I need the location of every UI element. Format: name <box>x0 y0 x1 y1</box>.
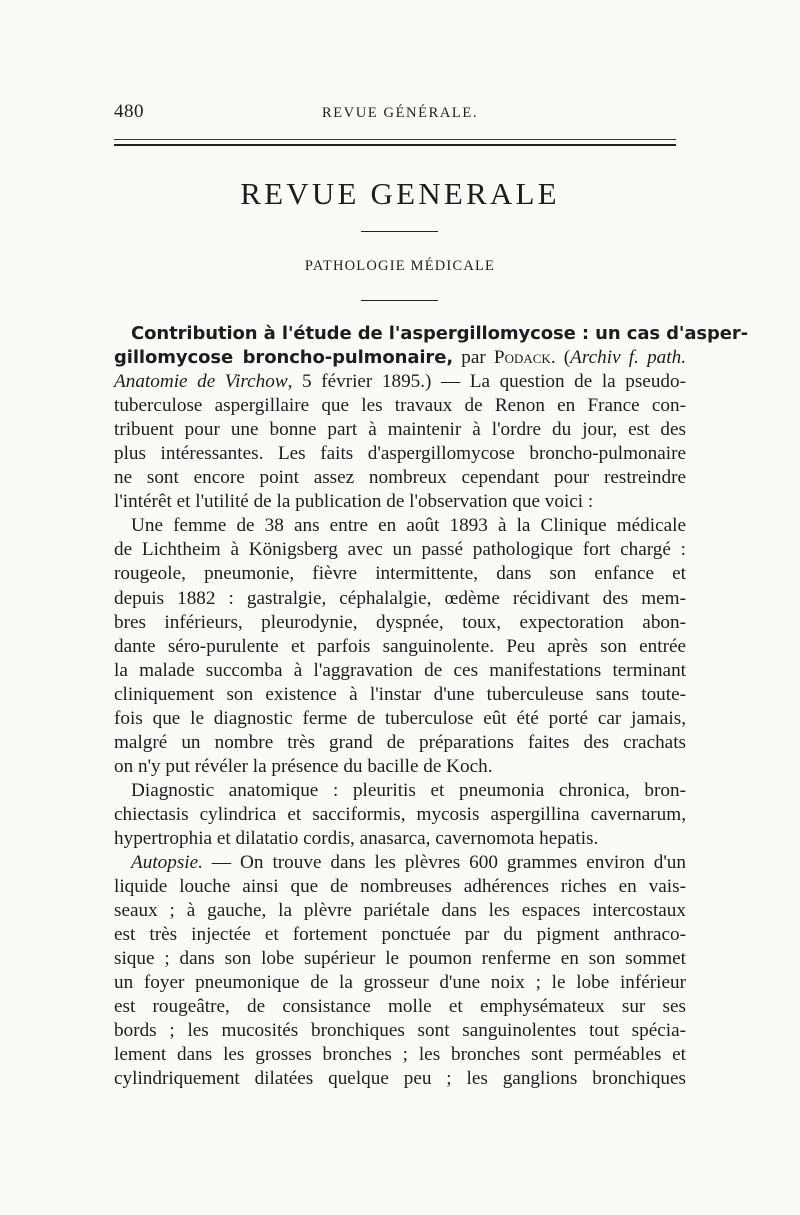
text-line: Diagnostic anatomique : pleuritis et pneumonia chronica, bron- <box>131 779 686 801</box>
text-line: cylindriquement dilatées quelque peu ; les ganglions bronchiques <box>114 1068 686 1090</box>
author-name: Podack <box>493 347 551 369</box>
text-line: de Lichtheim à Königsberg avec un passé pathologique fort chargé : <box>114 539 686 561</box>
text-line: plus intéressantes. Les faits d'aspergillomycose broncho-pulmonaire <box>114 443 686 465</box>
autopsy-first-line <box>114 851 686 875</box>
page-number: 480 <box>114 101 144 122</box>
autopsy-lead: Autopsie. <box>131 852 203 874</box>
text-line: la malade succomba à l'aggravation de ces manifestations terminant <box>114 659 686 681</box>
text-line: tuberculose aspergillaire que les travaux de Renon en France con- <box>114 395 686 417</box>
text-line: bords ; les mucosités bronchiques sont sanguinolentes tout spécia- <box>114 1020 686 1042</box>
running-head <box>0 101 800 127</box>
text-line: Une femme de 38 ans entre en août 1893 à la Clinique médicale <box>131 515 686 537</box>
text-line: liquide louche ainsi que de nombreuses adhérences riches en vais- <box>114 876 686 898</box>
paragraph-diagnosis <box>114 779 686 851</box>
text-line: cliniquement son existence à l'instar d'une tuberculeuse sans toute- <box>114 683 686 705</box>
article-title: Contribution à l'étude de l'aspergillomycose : un cas d'asper- <box>131 323 749 344</box>
article-title-line <box>114 322 749 346</box>
intro-text: — La question de la pseudo- <box>431 371 686 393</box>
text-line: l'intérêt et l'utilité de la publication de l'observation que voici : <box>114 491 594 513</box>
text-line: malgré un nombre très grand de préparations faites des crachats <box>114 731 686 753</box>
article-byline-line <box>114 346 686 370</box>
text-line: depuis 1882 : gastralgie, céphalalgie, œdème récidivant des mem- <box>114 587 686 609</box>
text-line: rougeole, pneumonie, fièvre intermittente, dans son enfance et <box>114 563 686 585</box>
publication-date: , 5 février 1895.) <box>287 371 432 393</box>
text-line: seaux ; à gauche, la plèvre pariétale dans les espaces intercostaux <box>114 900 686 922</box>
journal-name: Archiv f. path. <box>570 347 686 369</box>
ref-open: . ( <box>550 347 571 369</box>
autopsy-text: — On trouve dans les plèvres 600 grammes environ d'un <box>202 852 686 874</box>
text-line: dante séro-purulente et parfois sanguinolente. Peu après son entrée <box>114 635 686 657</box>
text-line: est rougeâtre, de consistance molle et emphysémateux sur ses <box>114 996 686 1018</box>
text-line: sique ; dans son lobe supérieur le poumon renferme en son sommet <box>114 948 686 970</box>
journal-name-cont: Anatomie de Virchow <box>114 371 288 393</box>
text-line: est très injectée et fortement ponctuée par du pigment anthraco- <box>114 924 686 946</box>
title-divider <box>361 231 438 232</box>
section-title: REVUE GENERALE <box>240 176 560 211</box>
subsection-divider <box>361 300 438 301</box>
text-line: ne sont encore point assez nombreux cependant pour restreindre <box>114 467 686 489</box>
subsection-title: PATHOLOGIE MÉDICALE <box>304 258 496 274</box>
running-title: REVUE GÉNÉRALE. <box>321 105 479 121</box>
text-line: hypertrophia et dilatatio cordis, anasarca, cavernomota hepatis. <box>114 827 599 849</box>
text-line: un foyer pneumonique de la grosseur d'une noix ; le lobe inférieur <box>114 972 686 994</box>
text-line: on n'y put révéler la présence du bacille de Koch. <box>114 755 493 777</box>
header-double-rule <box>114 139 676 146</box>
article-title-cont: gillomycose broncho-pulmonaire, <box>114 347 454 369</box>
paragraph-intro <box>114 394 686 514</box>
text-line: tribuent pour une bonne part à maintenir à l'ordre du jour, est des <box>114 419 686 441</box>
text-line: chiectasis cylindrica et sacciformis, mycosis aspergillina cavernarum, <box>114 803 686 825</box>
byline-par: par <box>453 347 494 369</box>
text-line: fois que le diagnostic ferme de tuberculose eût été porté car jamais, <box>114 707 686 729</box>
article-ref-line <box>114 370 686 394</box>
paragraph-case <box>114 514 686 779</box>
text-line: lement dans les grosses bronches ; les bronches sont perméables et <box>114 1044 686 1066</box>
text-line: bres inférieurs, pleurodynie, dyspnée, toux, expectoration abon- <box>114 611 686 633</box>
paragraph-autopsy <box>114 875 686 1091</box>
article-body <box>114 322 749 1092</box>
